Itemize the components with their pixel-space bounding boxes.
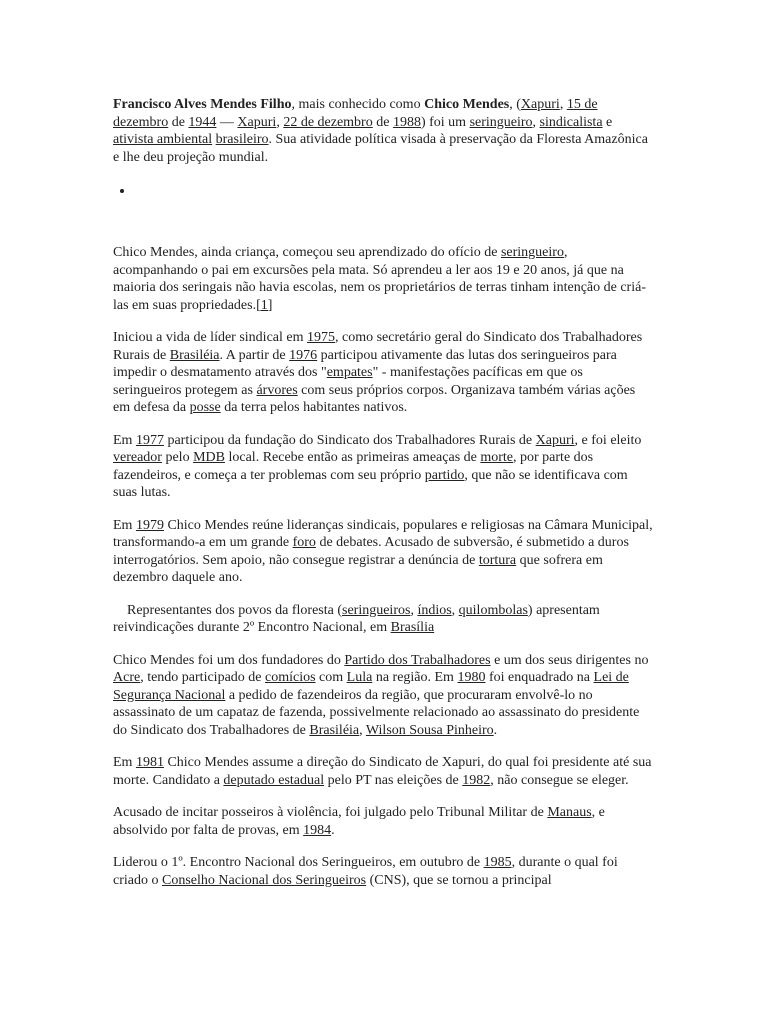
link-1976[interactable]: 1976	[289, 347, 318, 363]
link-posse[interactable]: posse	[189, 400, 221, 415]
full-name: Francisco Alves Mendes Filho	[113, 97, 292, 112]
union-paragraph: Iniciou a vida de líder sindical em 1975, como secretário geral do Sindicato dos Trabalhadores Rurais de Brasiléia. A partir de 1976 participou ativamente das lutas dos seringueiros para impedir o desmatamento através dos "empates" - manifestações pacíficas em que os seringueiros protegem as árvores com seus próprios corpos. Organizava também várias ações em defesa da posse da terra pelos habitantes nativos.	[113, 330, 643, 415]
link-comicios[interactable]: comícios	[265, 670, 316, 685]
link-1975[interactable]: 1975	[307, 330, 335, 345]
link-22-dezembro[interactable]: 22 de dezembro	[283, 114, 373, 130]
link-partido-dos-trabalhadores[interactable]: Partido dos Trabalhadores	[344, 652, 491, 668]
1977-paragraph: Em 1977 participou da fundação do Sindicato dos Trabalhadores Rurais de Xapuri, e foi eleito vereador pelo MDB local. Recebe então as primeiras ameaças de morte, por parte dos fazendeiros, e começa a ter problemas com seu próprio partido, que não se identificava com suas lutas.	[113, 432, 642, 500]
link-foro[interactable]: foro	[292, 535, 316, 550]
article-body	[113, 96, 653, 904]
link-tortura[interactable]: tortura	[478, 552, 517, 568]
1979-paragraph: Em 1979 Chico Mendes reúne lideranças sindicais, populares e religiosas na Câmara Municipal, transformando-a em um grande foro de debates. Acusado de subversão, é submetido a duros interrogatórios. Sem apoio, não consegue registrar a denúncia de tortura que sofrera em dezembro daquele ano.	[113, 517, 653, 585]
link-sindicalista[interactable]: sindicalista	[539, 114, 603, 130]
link-manaus[interactable]: Manaus	[547, 805, 592, 820]
link-seringueiros[interactable]: seringueiros	[342, 602, 411, 618]
link-1984[interactable]: 1984	[303, 822, 332, 838]
intro-paragraph: Francisco Alves Mendes Filho, mais conhecido como Chico Mendes, (Xapuri, 15 de dezembro de 1944 — Xapuri, 22 de dezembro de 1988) foi um seringueiro, sindicalista e ativista ambiental brasileiro. Sua atividade política visada à preservação da Floresta Amazônica e lhe deu projeção mundial.	[113, 97, 648, 165]
link-brasileia[interactable]: Brasiléia	[169, 347, 220, 363]
link-ativista-ambiental[interactable]: ativista ambiental	[113, 132, 213, 147]
pt-paragraph: Chico Mendes foi um dos fundadores do Partido dos Trabalhadores e um dos seus dirigentes no Acre, tendo participado de comícios com Lula na região. Em 1980 foi enquadrado na Lei de Segurança Nacional a pedido de fazendeiros da região, que procuraram envolvê-lo no assassinato de um capataz de fazenda, possivelmente relacionado ao assassinato do presidente do Sindicato dos Trabalhadores de Brasiléia, Wilson Sousa Pinheiro.	[113, 652, 649, 738]
link-vereador[interactable]: vereador	[113, 450, 162, 465]
link-conselho-nacional-seringueiros[interactable]: Conselho Nacional dos Seringueiros	[161, 872, 367, 888]
link-1944[interactable]: 1944	[188, 114, 217, 130]
link-1977[interactable]: 1977	[135, 432, 164, 448]
link-1982[interactable]: 1982	[462, 772, 491, 788]
link-1981[interactable]: 1981	[135, 755, 164, 770]
link-indios[interactable]: índios	[417, 602, 452, 618]
link-1988[interactable]: 1988	[392, 114, 421, 130]
link-arvores[interactable]: árvores	[256, 382, 298, 398]
link-morte[interactable]: morte	[480, 450, 514, 465]
link-brasilia[interactable]: Brasília	[390, 620, 435, 635]
1985-paragraph: Liderou o 1º. Encontro Nacional dos Seringueiros, em outubro de 1985, durante o qual foi criado o Conselho Nacional dos Seringueiros (CNS), que se tornou a principal	[113, 855, 618, 888]
reference-link[interactable]: [1]	[256, 297, 273, 313]
link-brasileiro[interactable]: brasileiro	[215, 132, 269, 147]
link-xapuri[interactable]: Xapuri	[520, 97, 560, 112]
link-partido[interactable]: partido	[424, 467, 465, 483]
link-lula[interactable]: Lula	[346, 670, 373, 685]
trial-paragraph: Acusado de incitar posseiros à violência, foi julgado pelo Tribunal Militar de Manaus, e absolvido por falta de provas, em 1984.	[113, 805, 605, 838]
empty-bullet-list	[113, 182, 653, 234]
link-wilson-sousa-pinheiro[interactable]: Wilson Sousa Pinheiro	[365, 722, 494, 738]
childhood-paragraph: Chico Mendes, ainda criança, começou seu aprendizado do ofício de seringueiro, acompanhando o pai em excursões pela mata. Só aprendeu a ler aos 19 e 20 anos, já que na maioria dos seringais não havia escolas, nem os proprietários de terras tinham intenção de criá-las em suas propriedades.[1]	[113, 245, 646, 313]
link-empates[interactable]: empates	[326, 365, 373, 380]
link-1979[interactable]: 1979	[135, 517, 164, 533]
link-brasileia[interactable]: Brasiléia	[309, 722, 360, 738]
link-mdb[interactable]: MDB	[193, 450, 225, 465]
link-lei-seguranca-nacional[interactable]: Lei de Segurança Nacional	[113, 670, 629, 703]
list-item	[135, 182, 653, 200]
nickname: Chico Mendes	[424, 97, 510, 112]
link-seringueiro[interactable]: seringueiro	[500, 245, 564, 260]
link-acre[interactable]: Acre	[113, 670, 141, 685]
link-quilombolas[interactable]: quilombolas	[458, 602, 528, 618]
1981-paragraph: Em 1981 Chico Mendes assume a direção do Sindicato de Xapuri, do qual foi presidente até sua morte. Candidato a deputado estadual pelo PT nas eleições de 1982, não consegue se eleger.	[113, 755, 652, 788]
link-1980[interactable]: 1980	[457, 670, 486, 685]
link-deputado-estadual[interactable]: deputado estadual	[223, 772, 325, 788]
image-caption: Representantes dos povos da floresta (seringueiros, índios, quilombolas) apresentam reivindicações durante 2º Encontro Nacional, em Brasília	[113, 602, 600, 635]
link-1985[interactable]: 1985	[483, 855, 512, 870]
link-15-dezembro[interactable]: 15 de dezembro	[113, 97, 598, 130]
link-xapuri-2[interactable]: Xapuri	[237, 114, 277, 130]
link-xapuri[interactable]: Xapuri	[535, 432, 575, 448]
link-seringueiro[interactable]: seringueiro	[469, 114, 533, 130]
